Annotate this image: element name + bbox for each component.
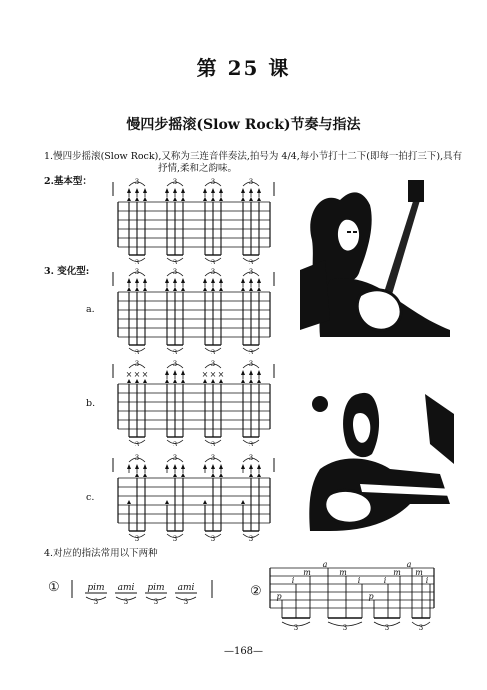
strum-arrow <box>203 464 207 469</box>
strum-arrow <box>135 464 139 469</box>
stem-arrow <box>181 287 185 291</box>
finger-group-label: pim <box>87 583 105 593</box>
stem-arrow <box>257 287 261 291</box>
stem-arrow <box>211 287 215 291</box>
strum-arrow <box>165 370 169 375</box>
triplet-number-top: 3 <box>248 454 254 462</box>
triplet-number-bottom: 3 <box>210 349 216 354</box>
fingering-heading: 4.对应的指法常用以下两种 <box>44 548 158 559</box>
strum-arrow <box>211 278 215 283</box>
triplet-number-bottom: 3 <box>134 535 140 542</box>
mute-mark: × <box>141 370 149 379</box>
basic-label: 2.基本型： <box>44 176 92 187</box>
stem-arrow <box>211 379 215 383</box>
strum-arrow <box>203 278 207 283</box>
stem-arrow <box>173 197 177 201</box>
triplet-number: 3 <box>183 598 189 606</box>
triplet-number-top: 3 <box>134 454 140 462</box>
triplet-number-top: 3 <box>248 178 254 186</box>
triplet-number-bottom: 3 <box>210 259 216 264</box>
stem-arrow <box>241 379 245 383</box>
triplet-number-bottom: 3 <box>248 349 254 354</box>
strum-arrow <box>219 278 223 283</box>
mute-mark: × <box>217 370 225 379</box>
finger-letter: m <box>303 568 311 577</box>
strum-arrow <box>257 188 261 193</box>
mute-mark: × <box>201 370 209 379</box>
triplet-number-top: 3 <box>248 360 254 368</box>
stem-arrow <box>203 500 207 504</box>
triplet-number-bottom: 3 <box>248 535 254 542</box>
strum-arrow <box>173 188 177 193</box>
stem-arrow <box>135 379 139 383</box>
strum-arrow <box>181 370 185 375</box>
triplet-number-bottom: 3 <box>172 441 178 446</box>
triplet-number-bottom: 3 <box>134 349 140 354</box>
variant-c-label: c. <box>86 492 95 503</box>
stem-arrow <box>181 197 185 201</box>
triplet-number: 3 <box>384 624 390 632</box>
stem-arrow <box>165 197 169 201</box>
strum-arrow <box>257 370 261 375</box>
strum-arrow <box>143 464 147 469</box>
strum-arrow <box>181 464 185 469</box>
fingering-2-tab <box>266 562 438 638</box>
triplet-number-bottom: 3 <box>134 259 140 264</box>
guitarist-playing-photo-icon <box>300 374 454 531</box>
strum-arrow <box>257 464 261 469</box>
stem-arrow <box>181 473 185 477</box>
strum-arrow <box>173 370 177 375</box>
triplet-number-bottom: 3 <box>248 441 254 446</box>
stem-arrow <box>219 197 223 201</box>
triplet-number-top: 3 <box>134 268 140 276</box>
stem-arrow <box>181 379 185 383</box>
triplet-number-bottom: 3 <box>134 441 140 446</box>
strum-arrow <box>143 188 147 193</box>
finger-letter: a <box>322 562 328 569</box>
stem-arrow <box>257 473 261 477</box>
finger-letter: m <box>339 568 347 577</box>
stem-arrow <box>127 287 131 291</box>
finger-letter: m <box>393 568 401 577</box>
triplet-number-top: 3 <box>172 268 178 276</box>
stem-arrow <box>249 287 253 291</box>
strum-arrow <box>203 188 207 193</box>
stem-arrow <box>219 287 223 291</box>
strum-arrow <box>219 464 223 469</box>
finger-letter: i <box>357 576 361 585</box>
triplet-number-bottom: 3 <box>172 349 178 354</box>
triplet-number-top: 3 <box>134 178 140 186</box>
triplet-number-top: 3 <box>172 178 178 186</box>
stem-arrow <box>165 379 169 383</box>
triplet-number-top: 3 <box>134 360 140 368</box>
strum-arrow <box>127 188 131 193</box>
stem-arrow <box>143 473 147 477</box>
finger-letter: i <box>425 576 429 585</box>
strum-arrow <box>181 188 185 193</box>
stem-arrow <box>249 197 253 201</box>
stem-arrow <box>241 197 245 201</box>
stem-arrow <box>173 379 177 383</box>
triplet-number: 3 <box>153 598 159 606</box>
finger-group-label: ami <box>177 583 195 593</box>
rock-guitarist-photo-icon <box>300 180 453 337</box>
strum-arrow <box>173 278 177 283</box>
strum-arrow <box>249 188 253 193</box>
triplet-number-top: 3 <box>210 178 216 186</box>
strum-arrow <box>249 278 253 283</box>
triplet-number-top: 3 <box>172 454 178 462</box>
strum-arrow <box>165 188 169 193</box>
lesson-title: 第 25 课 <box>196 56 291 80</box>
finger-letter: i <box>383 576 387 585</box>
triplet-number: 3 <box>93 598 99 606</box>
triplet-number-top: 3 <box>172 360 178 368</box>
tab-variant-b <box>110 358 275 446</box>
stem-arrow <box>203 197 207 201</box>
strum-arrow <box>241 464 245 469</box>
section-title: 慢四步摇滚(Slow Rock)节奏与指法 <box>126 117 361 133</box>
strum-arrow <box>241 188 245 193</box>
strum-arrow <box>249 370 253 375</box>
triplet-number-top: 3 <box>248 268 254 276</box>
variation-label: 3. 变化型: <box>44 266 90 277</box>
stem-arrow <box>127 500 131 504</box>
strum-arrow <box>211 464 215 469</box>
strum-arrow <box>135 188 139 193</box>
triplet-number-top: 3 <box>210 360 216 368</box>
stem-arrow <box>135 473 139 477</box>
triplet-number: 3 <box>342 624 348 632</box>
tab-variant-c <box>110 452 275 542</box>
finger-letter: a <box>406 562 412 569</box>
triplet-number-top: 3 <box>210 268 216 276</box>
finger-letter: m <box>415 568 423 577</box>
stem-arrow <box>143 287 147 291</box>
stem-arrow <box>211 197 215 201</box>
stem-arrow <box>203 379 207 383</box>
triplet-number: 3 <box>123 598 129 606</box>
strum-arrow <box>249 464 253 469</box>
triplet-number-bottom: 3 <box>172 535 178 542</box>
stem-arrow <box>203 287 207 291</box>
variant-b-label: b. <box>86 398 96 409</box>
finger-letter: p <box>276 592 282 601</box>
strum-arrow <box>173 464 177 469</box>
stem-arrow <box>173 287 177 291</box>
stem-arrow <box>127 197 131 201</box>
variant-a-label: a. <box>86 304 95 315</box>
stem-arrow <box>219 379 223 383</box>
tab-variant-a <box>110 266 275 354</box>
stem-arrow <box>165 500 169 504</box>
stem-arrow <box>257 379 261 383</box>
strum-arrow <box>241 278 245 283</box>
strum-arrow <box>127 278 131 283</box>
mute-mark: × <box>209 370 217 379</box>
triplet-number-bottom: 3 <box>248 259 254 264</box>
fingering-1-marker: ① <box>48 580 60 595</box>
stem-arrow <box>257 197 261 201</box>
finger-letter: i <box>291 576 295 585</box>
finger-group-label: ami <box>117 583 135 593</box>
mute-mark: × <box>133 370 141 379</box>
strum-arrow <box>165 278 169 283</box>
triplet-number-top: 3 <box>210 454 216 462</box>
stem-arrow <box>211 473 215 477</box>
triplet-number: 3 <box>293 624 299 632</box>
page-number: —168— <box>223 646 264 657</box>
strum-arrow <box>143 278 147 283</box>
stem-arrow <box>127 379 131 383</box>
tab-basic <box>110 176 275 264</box>
fingering-1-pattern <box>66 576 218 608</box>
stem-arrow <box>219 473 223 477</box>
strum-arrow <box>257 278 261 283</box>
fingering-2-marker: ② <box>250 584 262 599</box>
strum-arrow <box>135 278 139 283</box>
triplet-number-bottom: 3 <box>210 535 216 542</box>
strum-arrow <box>219 188 223 193</box>
strum-arrow <box>165 464 169 469</box>
stem-arrow <box>241 500 245 504</box>
finger-letter: p <box>368 592 374 601</box>
stem-arrow <box>173 473 177 477</box>
stem-arrow <box>143 197 147 201</box>
stem-arrow <box>135 197 139 201</box>
stem-arrow <box>241 287 245 291</box>
stem-arrow <box>249 473 253 477</box>
intro-line-1: 1.慢四步摇滚(Slow Rock),又称为三连音伴奏法,拍号为 4/4,每小节打十二下(即每一拍打三下),具有 <box>44 151 463 162</box>
triplet-number-bottom: 3 <box>210 441 216 446</box>
stem-arrow <box>249 379 253 383</box>
strum-arrow <box>241 370 245 375</box>
mute-mark: × <box>125 370 133 379</box>
intro-line-2: 抒情,柔和之韵味。 <box>158 163 238 174</box>
strum-arrow <box>181 278 185 283</box>
stem-arrow <box>165 287 169 291</box>
stem-arrow <box>135 287 139 291</box>
triplet-number-bottom: 3 <box>172 259 178 264</box>
strum-arrow <box>211 188 215 193</box>
finger-group-label: pim <box>147 583 165 593</box>
triplet-number: 3 <box>418 624 424 632</box>
stem-arrow <box>143 379 147 383</box>
strum-arrow <box>127 464 131 469</box>
